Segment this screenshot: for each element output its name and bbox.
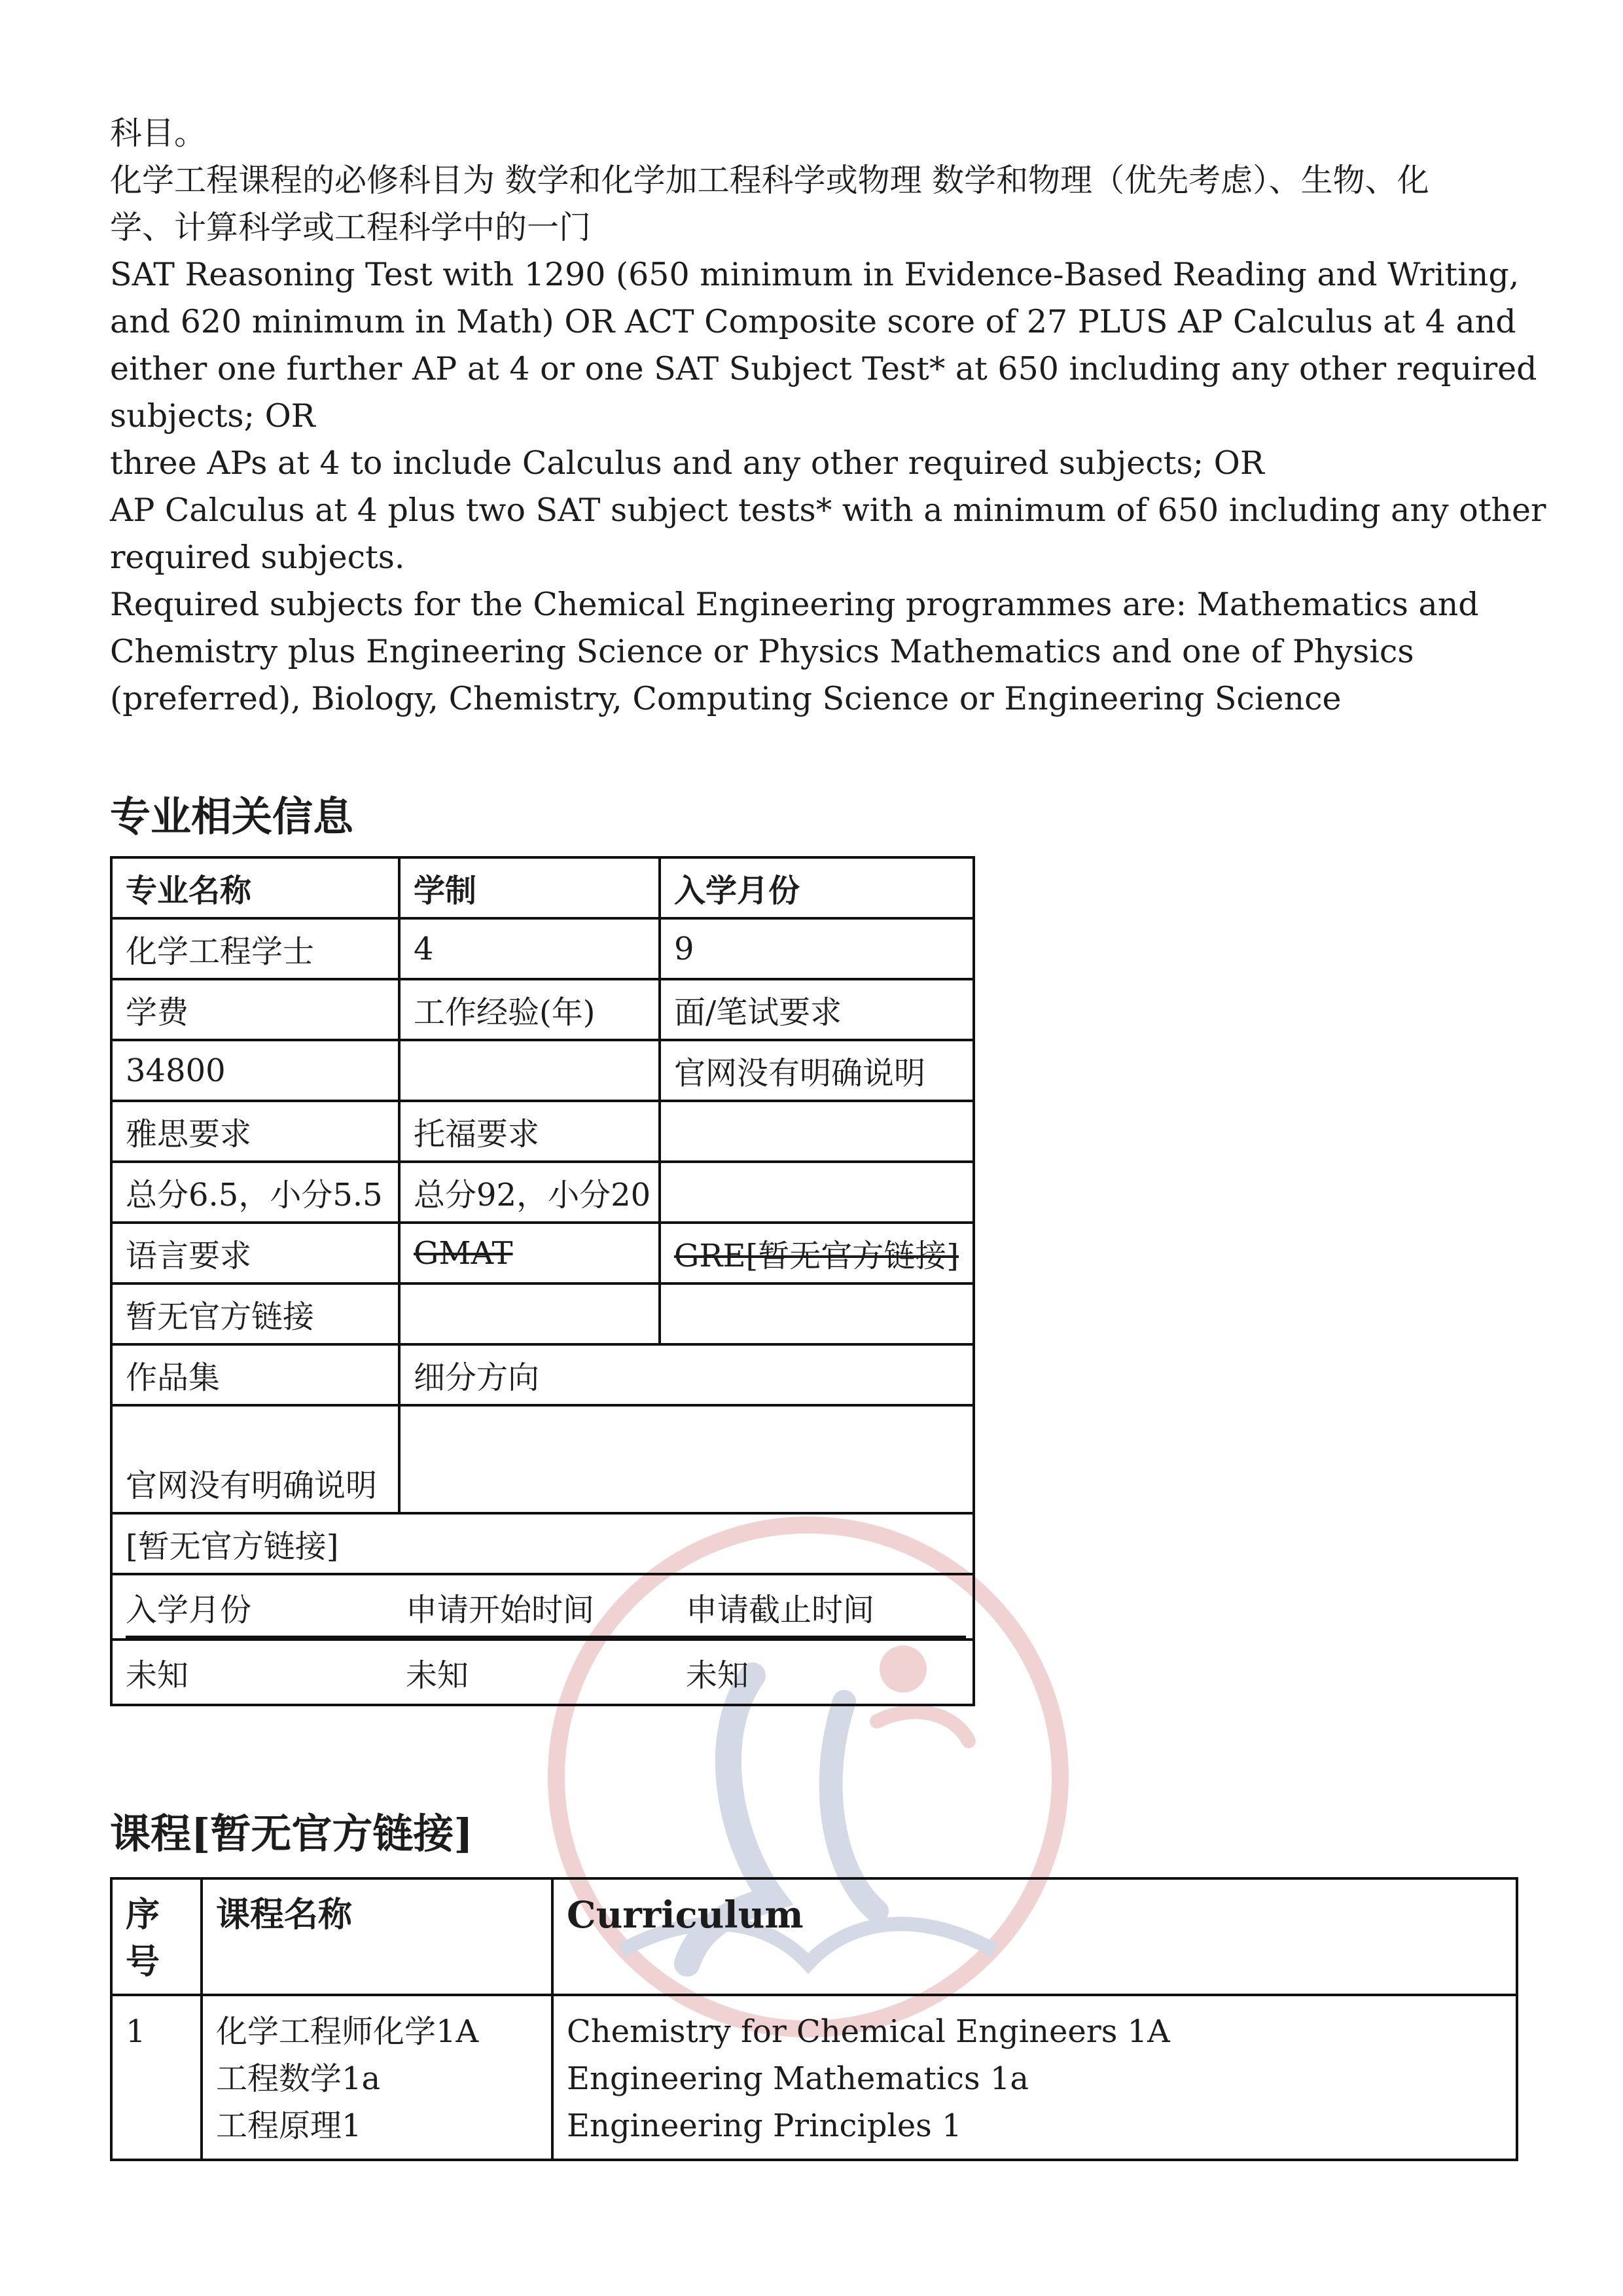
intro-line: either one further AP at 4 or one SAT Subject Test* at 650 including any other required xyxy=(110,350,1537,387)
ielts-value: 总分6.5，小分5.5 xyxy=(111,1162,399,1223)
empty-cell xyxy=(660,1162,974,1223)
header-course-name: 课程名称 xyxy=(202,1878,552,1995)
major-name-value: 化学工程学士 xyxy=(111,918,399,979)
portfolio-label: 作品集 xyxy=(111,1344,399,1405)
header-duration: 学制 xyxy=(399,857,660,918)
toefl-value: 总分92，小分20 xyxy=(399,1162,660,1223)
dates-intake-month-value: 未知 xyxy=(126,1657,189,1694)
table-row xyxy=(111,1574,974,1640)
table-row xyxy=(111,1162,974,1223)
curriculum-line: Chemistry for Chemical Engineers 1A xyxy=(567,2013,1170,2050)
empty-cell xyxy=(660,1101,974,1162)
gmat-value xyxy=(399,1283,660,1344)
intro-line: required subjects. xyxy=(110,539,405,576)
gre-label: GRE[暂无官方链接] xyxy=(660,1223,974,1283)
language-requirement-label: 语言要求 xyxy=(111,1223,399,1283)
table-row xyxy=(111,1995,1517,2160)
header-curriculum: Curriculum xyxy=(552,1878,1517,1995)
table-row xyxy=(111,1344,974,1405)
dates-values xyxy=(126,1641,966,1704)
intro-line: three APs at 4 to include Calculus and any other required subjects; OR xyxy=(110,444,1264,482)
duration-value: 4 xyxy=(399,918,660,979)
dates-values-cell xyxy=(111,1640,974,1705)
intro-line: Required subjects for the Chemical Engineering programmes are: Mathematics and xyxy=(110,586,1479,623)
intro-line: and 620 minimum in Math) OR ACT Composite score of 27 PLUS AP Calculus at 4 and xyxy=(110,303,1516,340)
intro-text xyxy=(110,110,1546,723)
ielts-label: 雅思要求 xyxy=(111,1101,399,1162)
course-table xyxy=(110,1877,1518,2161)
gre-value xyxy=(660,1283,974,1344)
dates-header xyxy=(126,1575,966,1638)
intro-line: AP Calculus at 4 plus two SAT subject tests* with a minimum of 650 including any other xyxy=(110,492,1546,529)
table-row xyxy=(111,1513,974,1574)
intro-line: subjects; OR xyxy=(110,397,315,435)
course-name-en xyxy=(552,1995,1517,2160)
table-row xyxy=(111,1878,1517,1995)
portfolio-value: 官网没有明确说明 xyxy=(111,1405,399,1513)
intro-line: 科目。 xyxy=(110,115,207,152)
table-row xyxy=(111,1040,974,1101)
major-info-title: 专业相关信息 xyxy=(110,793,354,840)
interview-label: 面/笔试要求 xyxy=(660,979,974,1040)
intro-line: 学、计算科学或工程科学中的一门 xyxy=(110,209,592,246)
interview-value: 官网没有明确说明 xyxy=(660,1040,974,1101)
intro-line: 化学工程课程的必修科目为 数学和化学加工程科学或物理 数学和物理（优先考虑）、生物、化 xyxy=(110,162,1429,199)
header-intake-month: 入学月份 xyxy=(660,857,974,918)
gmat-label: GMAT xyxy=(399,1223,660,1283)
table-row xyxy=(111,918,974,979)
tuition-label: 学费 xyxy=(111,979,399,1040)
table-row xyxy=(111,1101,974,1162)
course-number: 1 xyxy=(111,1995,202,2160)
table-row xyxy=(111,1405,974,1513)
toefl-label: 托福要求 xyxy=(399,1101,660,1162)
intro-line: Chemistry plus Engineering Science or Physics Mathematics and one of Physics xyxy=(110,633,1414,670)
tuition-value: 34800 xyxy=(111,1040,399,1101)
intro-line: SAT Reasoning Test with 1290 (650 minimum in Evidence-Based Reading and Writing, xyxy=(110,256,1520,293)
course-name-line: 工程原理1 xyxy=(216,2108,362,2144)
dates-application-deadline-value: 未知 xyxy=(686,1657,749,1694)
intro-line: (preferred), Biology, Chemistry, Computing Science or Engineering Science xyxy=(110,680,1342,717)
course-title: 课程[暂无官方链接] xyxy=(110,1810,473,1857)
dates-header-cell xyxy=(111,1574,974,1640)
intake-month-value: 9 xyxy=(660,918,974,979)
course-name-line: 化学工程师化学1A xyxy=(216,2013,479,2050)
header-major-name: 专业名称 xyxy=(111,857,399,918)
curriculum-line: Engineering Principles 1 xyxy=(567,2108,962,2144)
specialization-label: 细分方向 xyxy=(399,1344,974,1405)
major-info-table xyxy=(110,856,975,1706)
dates-intake-month-label: 入学月份 xyxy=(126,1591,252,1628)
dates-application-start-label: 申请开始时间 xyxy=(406,1591,595,1628)
dates-application-start-value: 未知 xyxy=(406,1657,469,1694)
specialization-link-note: [暂无官方链接] xyxy=(111,1513,974,1574)
table-row xyxy=(111,857,974,918)
curriculum-line: Engineering Mathematics 1a xyxy=(567,2060,1029,2097)
work-experience-value xyxy=(399,1040,660,1101)
dates-divider xyxy=(126,1636,966,1638)
table-row xyxy=(111,1640,974,1705)
course-name-cn xyxy=(202,1995,552,2160)
dates-application-deadline-label: 申请截止时间 xyxy=(686,1591,875,1628)
work-experience-label: 工作经验(年) xyxy=(399,979,660,1040)
table-row xyxy=(111,1283,974,1344)
language-requirement-value: 暂无官方链接 xyxy=(111,1283,399,1344)
table-row xyxy=(111,979,974,1040)
specialization-value xyxy=(399,1405,974,1513)
table-row xyxy=(111,1223,974,1283)
header-number: 序号 xyxy=(111,1878,202,1995)
course-name-line: 工程数学1a xyxy=(216,2060,381,2097)
